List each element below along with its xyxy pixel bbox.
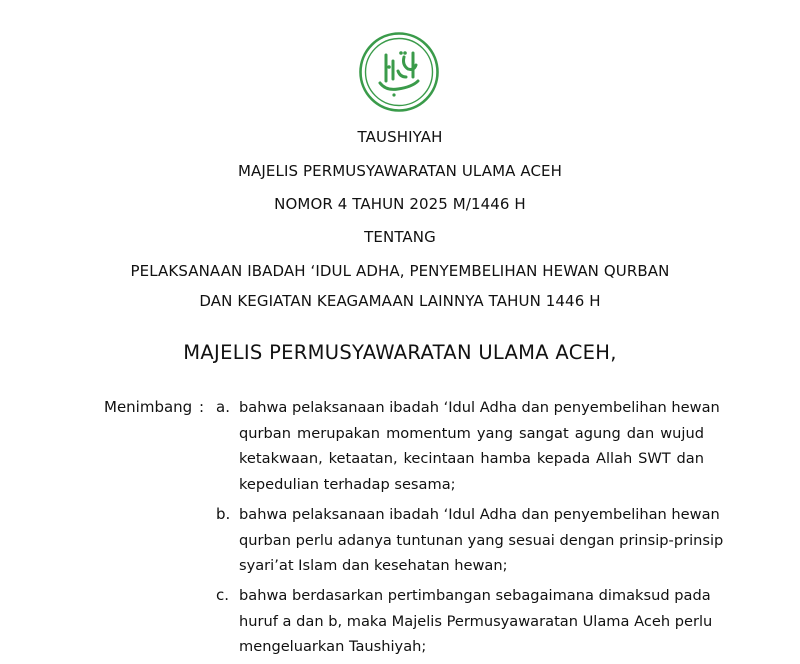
calligraphy-seal-icon <box>358 31 440 113</box>
item-c-letter: c. <box>216 586 230 604</box>
doc-type-heading: TAUSHIYAH <box>357 128 443 146</box>
subject-line-1: PELAKSANAAN IBADAH ‘IDUL ADHA, PENYEMBELIHAN HEWAN QURBAN <box>130 262 670 280</box>
item-c-line: huruf a dan b, maka Majelis Permusyawaratan Ulama Aceh perlu <box>239 612 713 630</box>
issuer-heading: MAJELIS PERMUSYAWARATAN ULAMA ACEH <box>238 162 562 180</box>
menimbang-colon: : <box>199 398 205 416</box>
item-a-text <box>239 395 720 497</box>
item-a-letter: a. <box>216 398 230 416</box>
calligraphy-strokes <box>380 53 418 89</box>
menimbang-label: Menimbang <box>104 398 193 416</box>
item-c-line: mengeluarkan Taushiyah; <box>239 638 427 655</box>
item-c-text <box>239 583 713 660</box>
about-heading: TENTANG <box>364 228 436 246</box>
item-c-line: bahwa berdasarkan pertimbangan sebagaimana dimaksud pada <box>239 587 711 604</box>
item-a-line: kepedulian terhadap sesama; <box>239 475 456 493</box>
mpu-aceh-logo <box>358 31 440 113</box>
item-b-line: qurban perlu adanya tuntunan yang sesuai dengan prinsip-prinsip <box>239 531 724 549</box>
item-a-line: ketakwaan, ketaatan, kecintaan hamba kepada Allah SWT dan <box>239 450 704 467</box>
item-b-letter: b. <box>216 505 231 523</box>
item-b-line: syari’at Islam dan kesehatan hewan; <box>239 557 508 574</box>
institution-title: MAJELIS PERMUSYAWARATAN ULAMA ACEH, <box>183 341 617 364</box>
item-a-line: bahwa pelaksanaan ibadah ‘Idul Adha dan penyembelihan hewan <box>239 399 720 416</box>
item-b-line: bahwa pelaksanaan ibadah ‘Idul Adha dan penyembelihan hewan <box>239 506 720 523</box>
document-number: NOMOR 4 TAHUN 2025 M/1446 H <box>274 195 526 213</box>
subject-line-2: DAN KEGIATAN KEAGAMAAN LAINNYA TAHUN 1446 H <box>199 292 601 310</box>
item-a-line: qurban merupakan momentum yang sangat agung dan wujud <box>239 424 704 442</box>
item-b-text <box>239 502 724 579</box>
